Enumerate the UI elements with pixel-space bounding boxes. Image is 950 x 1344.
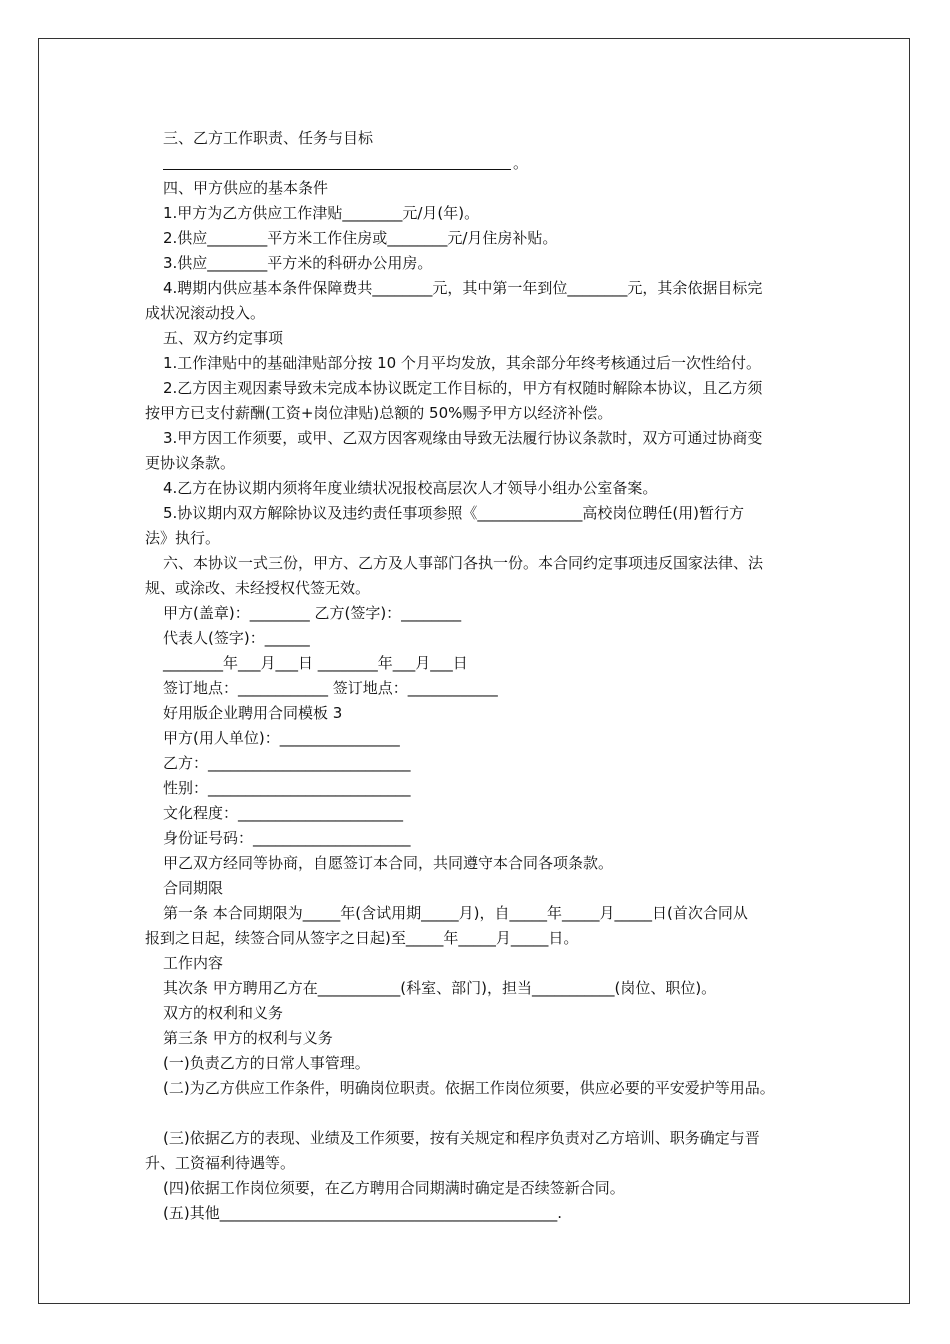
- underline-rule: [163, 169, 511, 170]
- signature-line: 甲方(盖章)：________ 乙方(签字)：________: [163, 604, 462, 622]
- paragraph-line: (五)其他_____________________________________________.: [163, 1204, 562, 1222]
- paragraph-line: (一)负责乙方的日常人事管理。: [163, 1054, 370, 1072]
- paragraph-line: 4.乙方在协议期内须将年度业绩状况报校高层次人才领导小组办公室备案。: [163, 479, 658, 497]
- template-title: 好用版企业聘用合同模板 3: [163, 704, 343, 722]
- paragraph-line: 成状况滚动投入。: [145, 304, 266, 322]
- location-line: 签订地点：____________ 签订地点：____________: [163, 679, 498, 697]
- section-heading: 六、本协议一式三份，甲方、乙方及人事部门各执一份。本合同约定事项违反国家法律、法: [163, 554, 764, 572]
- document-body: [145, 126, 815, 1226]
- paragraph-line: 1.工作津贴中的基础津贴部分按 10 个月平均发放，其余部分年终考核通过后一次性给付。: [163, 354, 761, 372]
- blank-fill-line: [145, 151, 815, 176]
- paragraph-line: 第三条 甲方的权利与义务: [163, 1029, 333, 1047]
- paragraph-line: 报到之日起，续签合同从签字之日起)至_____年_____月_____日。: [145, 929, 579, 947]
- paragraph-line: 3.供应________平方米的科研办公用房。: [163, 254, 433, 272]
- line-period: 。: [513, 154, 529, 172]
- form-field-line: 乙方：___________________________: [163, 754, 411, 772]
- form-field-line: 性别：___________________________: [163, 779, 411, 797]
- form-field-line: 甲方(用人单位)：________________: [163, 729, 400, 747]
- section-heading: 双方的权利和义务: [163, 1004, 284, 1022]
- paragraph-line: 其次条 甲方聘用乙方在___________(科室、部门)，担当___________(岗位、职位)。: [163, 979, 717, 997]
- paragraph-line: 1.甲方为乙方供应工作津贴________元/月(年)。: [163, 204, 480, 222]
- signature-line: 代表人(签字)：______: [163, 629, 310, 647]
- paragraph-line: 升、工资福利待遇等。: [145, 1154, 296, 1172]
- paragraph-line: 2.乙方因主观因素导致未完成本协议既定工作目标的，甲方有权随时解除本协议，且乙方须: [163, 379, 763, 397]
- paragraph-line: (二)为乙方供应工作条件，明确岗位职责。依据工作岗位须要，供应必要的平安爱护等用品。: [163, 1079, 775, 1097]
- section-heading: 合同期限: [163, 879, 224, 897]
- paragraph-line: 甲乙双方经同等协商，自愿签订本合同，共同遵守本合同各项条款。: [163, 854, 614, 872]
- paragraph-line: 按甲方已支付薪酬(工资+岗位津贴)总额的 50%赐予甲方以经济补偿。: [145, 404, 613, 422]
- paragraph-line: (三)依据乙方的表现、业绩及工作须要，按有关规定和程序负责对乙方培训、职务确定与晋: [163, 1129, 760, 1147]
- section-heading: 五、双方约定事项: [163, 329, 284, 347]
- paragraph-line: 5.协议期内双方解除协议及违约责任事项参照《______________高校岗位聘任(用)暂行方: [163, 504, 745, 522]
- section-heading: 三、乙方工作职责、任务与目标: [163, 129, 374, 147]
- section-heading: 四、甲方供应的基本条件: [163, 179, 329, 197]
- form-field-line: 文化程度：______________________: [163, 804, 404, 822]
- paragraph-line: 2.供应________平方米工作住房或________元/月住房补贴。: [163, 229, 558, 247]
- paragraph-line: 第一条 本合同期限为_____年(含试用期_____月)，自_____年_____月_____日(首次合同从: [163, 904, 748, 922]
- paragraph-line: 4.聘期内供应基本条件保障费共________元，其中第一年到位________元，其余依据目标完: [163, 279, 763, 297]
- paragraph-line: 更协议条款。: [145, 454, 236, 472]
- form-field-line: 身份证号码：_____________________: [163, 829, 411, 847]
- paragraph-line: 规、或涂改、未经授权代签无效。: [145, 579, 371, 597]
- paragraph-line: 法》执行。: [145, 529, 221, 547]
- date-line: ________年___月___日 ________年___月___日: [163, 654, 468, 672]
- paragraph-line: 3.甲方因工作须要，或甲、乙双方因客观缘由导致无法履行协议条款时，双方可通过协商变: [163, 429, 763, 447]
- section-heading: 工作内容: [163, 954, 224, 972]
- paragraph-line: (四)依据工作岗位须要，在乙方聘用合同期满时确定是否续签新合同。: [163, 1179, 625, 1197]
